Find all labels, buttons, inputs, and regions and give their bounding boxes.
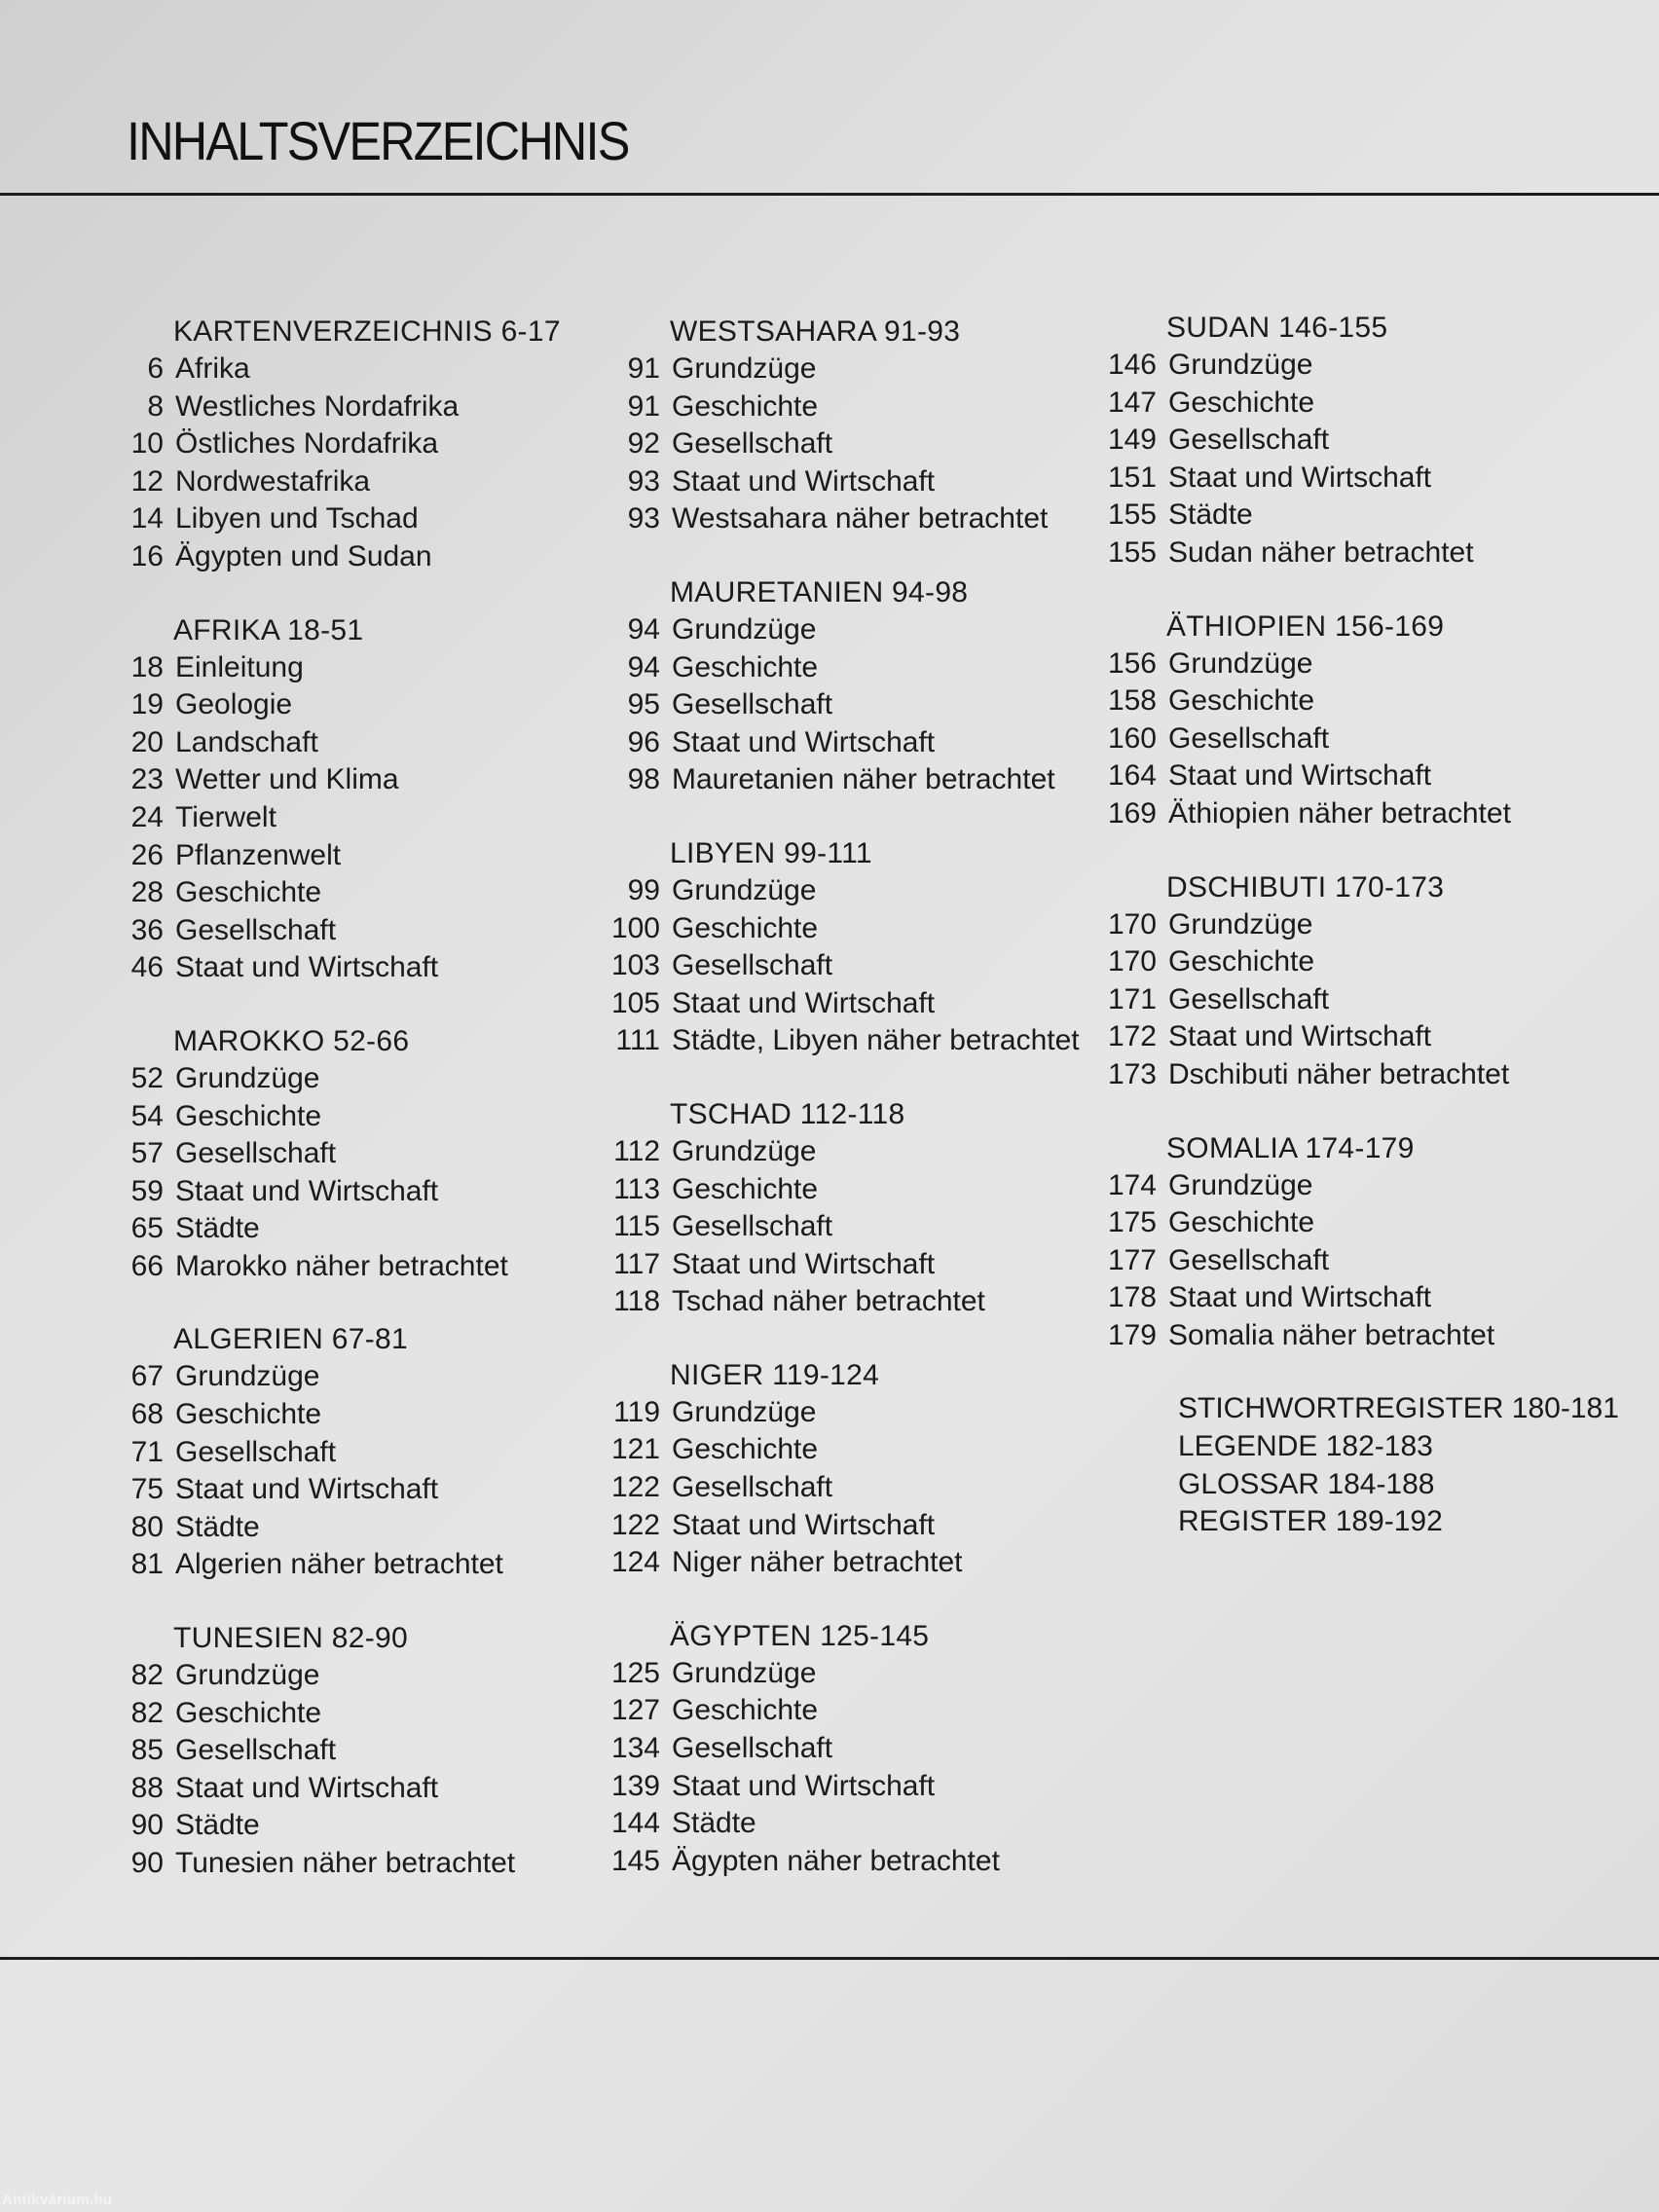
page-number: 36	[130, 913, 164, 946]
toc-column-3	[1100, 310, 1619, 1541]
toc-entry	[107, 724, 613, 762]
entry-label: Grundzüge	[175, 1659, 320, 1692]
toc-entry	[604, 910, 1110, 948]
entry-label: Nordwestafrika	[175, 464, 371, 498]
entry-label: Geschichte	[1168, 386, 1315, 419]
entry-label: Mauretanien näher betrachtet	[672, 763, 1055, 796]
toc-entry	[107, 388, 613, 426]
page-number: 174	[1107, 1168, 1157, 1201]
toc-entry	[1100, 1242, 1606, 1280]
toc-entry	[604, 985, 1110, 1023]
entry-label: Staat und Wirtschaft	[1168, 461, 1432, 494]
toc-section	[107, 313, 613, 576]
toc-column-1	[107, 313, 613, 1919]
entry-label: Tierwelt	[175, 800, 276, 833]
entry-label: Geschichte	[1168, 684, 1315, 718]
entry-label: Somalia näher betrachtet	[1168, 1318, 1495, 1351]
appendix-item: LEGENDE 182-183	[1178, 1430, 1433, 1463]
toc-entry	[604, 1171, 1110, 1209]
page-number: 179	[1107, 1318, 1157, 1351]
page-number: 144	[610, 1807, 660, 1840]
page-number: 164	[1107, 759, 1157, 793]
toc-section	[1100, 608, 1606, 833]
page-number: 99	[627, 873, 660, 906]
page-number: 170	[1107, 907, 1157, 940]
entry-label: Dschibuti näher betrachtet	[1168, 1057, 1510, 1090]
toc-entry	[1100, 1167, 1606, 1205]
page-number: 75	[130, 1473, 164, 1506]
entry-label: Östliches Nordafrika	[175, 427, 439, 461]
toc-entry	[1100, 795, 1606, 833]
section-title: ALGERIEN 67-81	[173, 1323, 408, 1356]
page-number: 151	[1107, 461, 1157, 494]
toc-entry	[107, 1248, 613, 1286]
page-number: 10	[130, 427, 164, 461]
toc-entry	[604, 724, 1110, 762]
toc-entry	[1100, 981, 1606, 1019]
entry-label: Gesellschaft	[1168, 721, 1330, 755]
toc-entry	[107, 463, 613, 501]
page-number: 65	[130, 1212, 164, 1245]
toc-entry	[107, 1396, 613, 1434]
toc-entry	[1100, 535, 1606, 572]
toc-entry	[107, 799, 613, 837]
entry-label: Geschichte	[1168, 945, 1315, 978]
page-number: 173	[1107, 1057, 1157, 1090]
toc-section	[1100, 310, 1606, 572]
toc-entry	[604, 611, 1110, 649]
page-number: 170	[1107, 945, 1157, 978]
section-title: AFRIKA 18-51	[173, 613, 364, 646]
entry-label: Gesellschaft	[672, 949, 833, 982]
section-title: TSCHAD 112-118	[670, 1097, 905, 1130]
toc-entry	[604, 761, 1110, 799]
entry-label: Staat und Wirtschaft	[672, 725, 936, 758]
entry-label: Äthiopien näher betrachtet	[1168, 796, 1511, 830]
toc-entry	[107, 1509, 613, 1547]
toc-section	[604, 1357, 1110, 1582]
page-title: INHALTSVERZEICHNIS	[127, 110, 629, 171]
toc-entry	[107, 949, 613, 987]
toc-entry	[107, 1695, 613, 1733]
entry-label: Niger näher betrachtet	[672, 1546, 963, 1579]
page-number: 122	[610, 1508, 660, 1541]
toc-entry	[1100, 720, 1606, 758]
toc-entry	[604, 1544, 1110, 1582]
toc-entry	[604, 1843, 1110, 1881]
entry-label: Städte	[175, 1510, 260, 1543]
toc-section	[604, 835, 1110, 1060]
section-title: SUDAN 146-155	[1166, 312, 1388, 344]
toc-entry	[604, 1730, 1110, 1768]
toc-entry	[107, 912, 613, 950]
entry-label: Staat und Wirtschaft	[175, 1473, 439, 1506]
toc-entry	[107, 649, 613, 687]
toc-entry	[107, 1434, 613, 1472]
toc-entry	[604, 1022, 1110, 1060]
toc-entry	[1100, 385, 1606, 423]
section-title: WESTSAHARA 91-93	[670, 315, 961, 348]
page-number: 82	[130, 1696, 164, 1729]
page-number: 71	[130, 1435, 164, 1468]
page-number: 111	[615, 1024, 660, 1057]
page-number: 145	[610, 1844, 660, 1877]
entry-label: Geschichte	[672, 1433, 819, 1466]
toc-entry	[107, 1173, 613, 1211]
page-number: 93	[627, 464, 660, 498]
toc-entry	[1100, 347, 1606, 385]
toc-entry	[107, 1770, 613, 1808]
page-number: 90	[130, 1847, 164, 1879]
page-number: 177	[1107, 1243, 1157, 1276]
page-number: 146	[1107, 349, 1157, 381]
appendix-item: REGISTER 189-192	[1178, 1505, 1443, 1538]
page-number: 16	[130, 539, 164, 572]
section-title: KARTENVERZEICHNIS 6-17	[173, 315, 561, 348]
toc-entry	[107, 500, 613, 538]
entry-label: Afrika	[175, 352, 250, 385]
entry-label: Einleitung	[175, 650, 304, 683]
entry-label: Grundzüge	[1168, 1168, 1313, 1201]
toc-section	[107, 612, 613, 987]
page-number: 113	[613, 1172, 660, 1205]
toc-entry	[604, 1133, 1110, 1171]
page-number: 46	[130, 951, 164, 984]
toc-entry	[107, 1098, 613, 1136]
page-number: 66	[130, 1249, 164, 1282]
page-number: 59	[130, 1174, 164, 1207]
toc-entry	[1100, 682, 1606, 720]
page-number: 93	[627, 502, 660, 535]
entry-label: Städte	[672, 1807, 756, 1840]
toc-entry	[1100, 1018, 1606, 1056]
toc-entry	[1100, 645, 1606, 683]
page-number: 175	[1107, 1206, 1157, 1239]
page-number: 158	[1107, 684, 1157, 718]
toc-entry	[107, 761, 613, 799]
entry-label: Geschichte	[175, 1099, 322, 1132]
entry-label: Gesellschaft	[175, 913, 337, 946]
toc-entry	[107, 538, 613, 576]
toc-entry	[604, 1469, 1110, 1507]
entry-label: Städte	[1168, 498, 1253, 532]
entry-label: Gesellschaft	[672, 427, 833, 461]
section-title: DSCHIBUTI 170-173	[1166, 870, 1445, 903]
page-number: 127	[610, 1694, 660, 1727]
toc-entry	[1100, 1317, 1606, 1355]
toc-section	[107, 1620, 613, 1883]
entry-label: Libyen und Tschad	[175, 502, 419, 535]
page-number: 103	[610, 949, 660, 982]
page-number: 67	[130, 1360, 164, 1393]
entry-label: Staat und Wirtschaft	[1168, 759, 1432, 793]
appendix-list	[1100, 1390, 1619, 1540]
bottom-rule	[0, 1957, 1659, 1960]
page-number: 24	[130, 800, 164, 833]
toc-entry	[604, 500, 1110, 538]
page-number: 88	[130, 1771, 164, 1804]
toc-section	[604, 1096, 1110, 1321]
section-title: SOMALIA 174-179	[1166, 1131, 1415, 1164]
toc-entry	[107, 837, 613, 875]
entry-label: Gesellschaft	[672, 1732, 833, 1765]
toc-entry	[1100, 1204, 1606, 1242]
page-number: 54	[130, 1099, 164, 1132]
entry-label: Gesellschaft	[175, 1734, 337, 1767]
page-number: 94	[627, 612, 660, 645]
watermark: Antikvárium.hu	[2, 2192, 113, 2208]
entry-label: Ägypten näher betrachtet	[672, 1844, 1000, 1877]
entry-label: Städte	[175, 1212, 260, 1245]
page-number: 85	[130, 1734, 164, 1767]
entry-label: Marokko näher betrachtet	[175, 1249, 508, 1282]
section-title: MAURETANIEN 94-98	[670, 575, 969, 608]
section-title: NIGER 119-124	[670, 1358, 880, 1391]
entry-label: Staat und Wirtschaft	[672, 1769, 936, 1802]
page-number: 124	[610, 1546, 660, 1579]
toc-entry	[107, 874, 613, 912]
toc-entry	[107, 1657, 613, 1695]
toc-entry	[604, 463, 1110, 501]
section-title: MAROKKO 52-66	[173, 1024, 410, 1057]
section-title: ÄTHIOPIEN 156-169	[1166, 609, 1445, 643]
toc-column-2	[604, 313, 1110, 1916]
toc-entry	[1100, 422, 1606, 460]
page-number: 8	[147, 389, 164, 423]
toc-entry	[1100, 943, 1606, 981]
page-number: 172	[1107, 1020, 1157, 1053]
page-number: 156	[1107, 646, 1157, 680]
toc-entry	[604, 947, 1110, 985]
entry-label: Staat und Wirtschaft	[175, 1771, 439, 1804]
entry-label: Staat und Wirtschaft	[672, 1247, 936, 1280]
page-number: 91	[627, 389, 660, 423]
entry-label: Ägypten und Sudan	[175, 539, 432, 572]
entry-label: Westsahara näher betrachtet	[672, 502, 1049, 535]
toc-entry	[604, 1692, 1110, 1730]
page-number: 155	[1107, 498, 1157, 532]
entry-label: Geschichte	[1168, 1206, 1315, 1239]
toc-section	[1100, 1130, 1606, 1355]
page-number: 155	[1107, 535, 1157, 569]
section-title: LIBYEN 99-111	[670, 836, 872, 869]
toc-entry	[1100, 757, 1606, 795]
toc-entry	[107, 1732, 613, 1770]
page-number: 28	[130, 876, 164, 909]
entry-label: Tschad näher betrachtet	[672, 1285, 985, 1318]
toc-section	[604, 1618, 1110, 1881]
toc-entry	[1100, 1279, 1606, 1317]
entry-label: Städte	[175, 1809, 260, 1842]
page-number: 80	[130, 1510, 164, 1543]
page-number: 20	[130, 725, 164, 758]
entry-label: Staat und Wirtschaft	[672, 986, 936, 1019]
entry-label: Gesellschaft	[1168, 1243, 1330, 1276]
entry-label: Gesellschaft	[1168, 982, 1330, 1015]
page-number: 117	[613, 1247, 660, 1280]
entry-label: Grundzüge	[1168, 907, 1313, 940]
page-number: 115	[613, 1210, 660, 1243]
entry-label: Grundzüge	[1168, 349, 1313, 381]
toc-entry	[604, 1768, 1110, 1806]
entry-label: Grundzüge	[672, 612, 817, 645]
page-number: 98	[627, 763, 660, 796]
entry-label: Gesellschaft	[175, 1435, 337, 1468]
page-number: 96	[627, 725, 660, 758]
entry-label: Grundzüge	[672, 352, 817, 385]
toc-entry	[604, 1655, 1110, 1693]
entry-label: Grundzüge	[1168, 646, 1313, 680]
toc-entry	[604, 388, 1110, 426]
toc-entry	[604, 1208, 1110, 1246]
page-number: 112	[613, 1134, 660, 1167]
page-number: 26	[130, 838, 164, 871]
entry-label: Geschichte	[672, 911, 819, 944]
entry-label: Staat und Wirtschaft	[1168, 1281, 1432, 1314]
entry-label: Geschichte	[672, 1694, 819, 1727]
entry-label: Staat und Wirtschaft	[1168, 1020, 1432, 1053]
toc-entry	[107, 1845, 613, 1883]
entry-label: Landschaft	[175, 725, 318, 758]
page-number: 81	[130, 1548, 164, 1581]
page-number: 121	[610, 1433, 660, 1466]
appendix-item: GLOSSAR 184-188	[1178, 1467, 1435, 1500]
page-number: 23	[130, 763, 164, 796]
page-number: 118	[613, 1285, 660, 1318]
page-number: 160	[1107, 721, 1157, 755]
page-number: 52	[130, 1061, 164, 1094]
entry-label: Gesellschaft	[672, 1471, 833, 1504]
toc-entry	[107, 686, 613, 724]
entry-label: Geschichte	[175, 1696, 322, 1729]
section-title: ÄGYPTEN 125-145	[670, 1619, 930, 1652]
entry-label: Staat und Wirtschaft	[672, 464, 936, 498]
toc-section	[604, 313, 1110, 538]
entry-label: Geschichte	[672, 1172, 819, 1205]
entry-label: Westliches Nordafrika	[175, 389, 460, 423]
page-number: 18	[130, 650, 164, 683]
page-number: 12	[130, 464, 164, 498]
page-number: 90	[130, 1809, 164, 1842]
toc-entry	[107, 1210, 613, 1248]
entry-label: Staat und Wirtschaft	[672, 1508, 936, 1541]
entry-label: Staat und Wirtschaft	[175, 951, 439, 984]
entry-label: Grundzüge	[672, 1656, 817, 1689]
page-number: 95	[627, 688, 660, 721]
page-number: 82	[130, 1659, 164, 1692]
entry-label: Pflanzenwelt	[175, 838, 342, 871]
toc-entry	[604, 350, 1110, 388]
toc-entry	[107, 1546, 613, 1584]
entry-label: Gesellschaft	[672, 1210, 833, 1243]
page-number: 149	[1107, 424, 1157, 457]
entry-label: Geschichte	[672, 650, 819, 683]
page-number: 57	[130, 1137, 164, 1170]
entry-label: Grundzüge	[175, 1061, 320, 1094]
toc-entry	[107, 425, 613, 463]
entry-label: Grundzüge	[672, 873, 817, 906]
toc-entry	[604, 1246, 1110, 1284]
page-number: 14	[130, 502, 164, 535]
toc-section	[1100, 869, 1606, 1094]
top-rule	[0, 193, 1659, 196]
page-number: 68	[130, 1398, 164, 1431]
entry-label: Gesellschaft	[672, 688, 833, 721]
toc-entry	[107, 1358, 613, 1396]
entry-label: Geschichte	[175, 1398, 322, 1431]
entry-label: Tunesien näher betrachtet	[175, 1847, 516, 1879]
entry-label: Geologie	[175, 688, 293, 721]
toc-entry	[1100, 1056, 1606, 1094]
page-number: 122	[610, 1471, 660, 1504]
entry-label: Geschichte	[175, 876, 322, 909]
page-number: 19	[130, 688, 164, 721]
toc-entry	[1100, 906, 1606, 944]
toc-section	[107, 1321, 613, 1584]
toc-entry	[604, 872, 1110, 910]
section-title: TUNESIEN 82-90	[173, 1622, 408, 1655]
toc-entry	[107, 1471, 613, 1509]
toc-entry	[1100, 497, 1606, 535]
toc-entry	[604, 425, 1110, 463]
entry-label: Grundzüge	[672, 1134, 817, 1167]
page-number: 6	[147, 352, 164, 385]
toc-entry	[107, 350, 613, 388]
page-number: 125	[610, 1656, 660, 1689]
toc-section	[107, 1023, 613, 1286]
page-number: 134	[610, 1732, 660, 1765]
entry-label: Gesellschaft	[1168, 424, 1330, 457]
page-number: 169	[1107, 796, 1157, 830]
toc-section	[604, 574, 1110, 799]
entry-label: Algerien näher betrachtet	[175, 1548, 503, 1581]
toc-entry	[604, 686, 1110, 724]
entry-label: Staat und Wirtschaft	[175, 1174, 439, 1207]
toc-entry	[604, 1283, 1110, 1321]
toc-entry	[1100, 460, 1606, 498]
entry-label: Städte, Libyen näher betrachtet	[672, 1024, 1080, 1057]
toc-entry	[604, 1507, 1110, 1545]
entry-label: Grundzüge	[175, 1360, 320, 1393]
page-number: 94	[627, 650, 660, 683]
page-number: 139	[610, 1769, 660, 1802]
entry-label: Geschichte	[672, 389, 819, 423]
page-number: 92	[627, 427, 660, 461]
page-number: 171	[1107, 982, 1157, 1015]
toc-entry	[604, 649, 1110, 687]
appendix-item: STICHWORTREGISTER 180-181	[1178, 1392, 1619, 1425]
entry-label: Wetter und Klima	[175, 763, 399, 796]
page-number: 178	[1107, 1281, 1157, 1314]
toc-entry	[604, 1431, 1110, 1469]
entry-label: Grundzüge	[672, 1395, 817, 1428]
page-number: 119	[613, 1395, 660, 1428]
page-number: 100	[610, 911, 660, 944]
page-number: 105	[610, 986, 660, 1019]
page-number: 91	[627, 352, 660, 385]
entry-label: Gesellschaft	[175, 1137, 337, 1170]
entry-label: Sudan näher betrachtet	[1168, 535, 1474, 569]
toc-entry	[107, 1135, 613, 1173]
page-number: 147	[1107, 386, 1157, 419]
toc-entry	[604, 1394, 1110, 1432]
toc-entry	[107, 1060, 613, 1098]
toc-entry	[604, 1805, 1110, 1843]
toc-entry	[107, 1807, 613, 1845]
